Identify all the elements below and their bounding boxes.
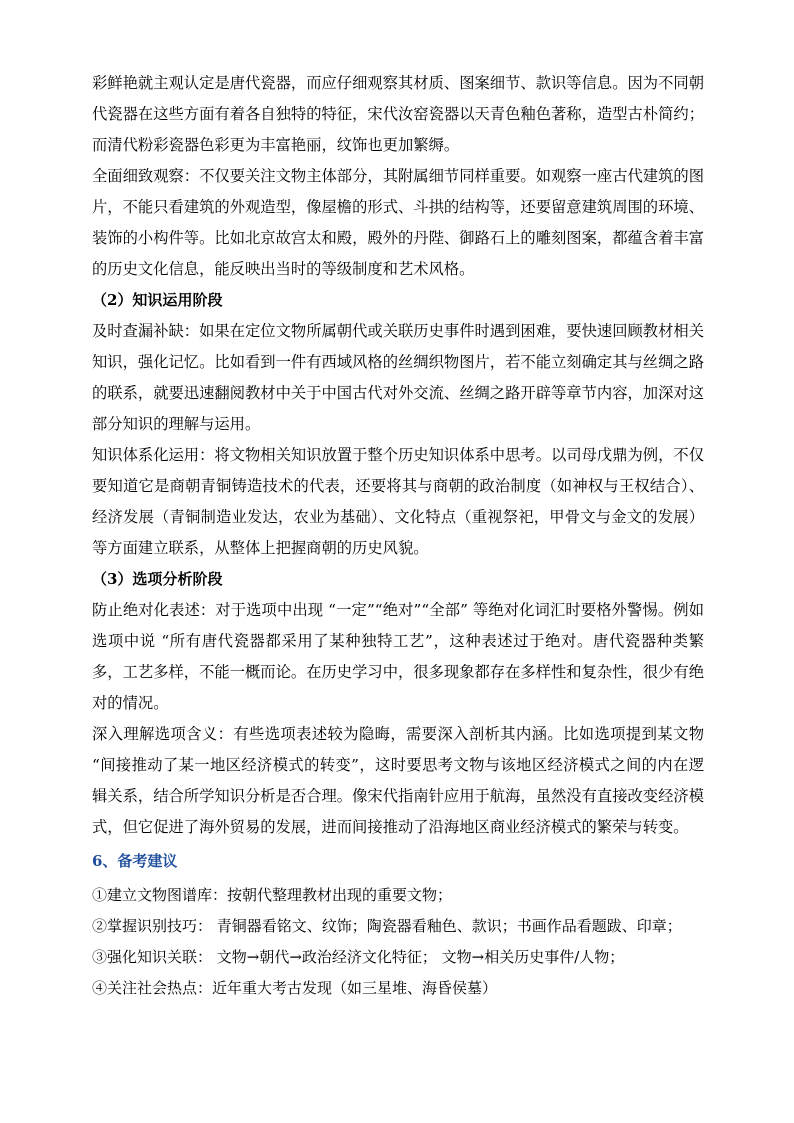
paragraph-comprehensive-observation: 全面细致观察：不仅要关注文物主体部分，其附属细节同样重要。如观察一座古代建筑的图片，不能只看建筑的外观造型，像屋檐的形式、斗拱的结构等，还要留意建筑周围的环境、装饰的小构件等。比如北京故宫太和殿，殿外的丹陛、御路石上的雕刻图案，都蕴含着丰富的历史文化信息，能反映出当时的等级制度和艺术风格。 — [92, 167, 704, 278]
subheading-knowledge-application: （2）知识运用阶段 — [92, 291, 223, 309]
advice-item: ④关注社会热点：近年重大考古发现（如三星堆、海昏侯墓） — [92, 979, 498, 997]
advice-item: ③强化知识关联： 文物→朝代→政治经济文化特征； 文物→相关历史事件/人物； — [92, 948, 625, 966]
advice-item: ②掌握识别技巧： 青铜器看铭文、纹饰；陶瓷器看釉色、款识；书画作品看题跋、印章； — [92, 917, 682, 935]
paragraph-understand-options: 深入理解选项含义：有些选项表述较为隐晦，需要深入剖析其内涵。比如选项提到某文物 “间接推动了某一地区经济模式的转变”，这时要思考文物与该地区经济模式之间的内在逻辑关系，结合所学知识分析是否合理。像宋代指南针应用于航海，虽然没有直接改变经济模式，但它促进了海外贸易的发展，进而间接推动了沿海地区商业经济模式的繁荣与转变。 — [92, 725, 704, 836]
subheading-option-analysis: （3）选项分析阶段 — [92, 570, 223, 588]
advice-item: ①建立文物图谱库：按朝代整理教材出现的重要文物； — [92, 886, 453, 904]
paragraph-fill-gaps: 及时查漏补缺：如果在定位文物所属朝代或关联历史事件时遇到困难，要快速回顾教材相关知识，强化记忆。比如看到一件有西域风格的丝绸织物图片，若不能立刻确定其与丝绸之路的联系，就要迅速翻阅教材中关于中国古代对外交流、丝绸之路开辟等章节内容，加深对这部分知识的理解与运用。 — [92, 322, 704, 433]
paragraph-systematic-knowledge: 知识体系化运用：将文物相关知识放置于整个历史知识体系中思考。以司母戊鼎为例，不仅要知道它是商朝青铜铸造技术的代表，还要将其与商朝的政治制度（如神权与王权结合）、经济发展（青铜制造业发达，农业为基础）、文化特点（重视祭祀，甲骨文与金文的发展）等方面建立联系，从整体上把握商朝的历史风貌。 — [92, 446, 704, 557]
paragraph-porcelain-observation: 彩鲜艳就主观认定是唐代瓷器，而应仔细观察其材质、图案细节、款识等信息。因为不同朝代瓷器在这些方面有着各自独特的特征，宋代汝窑瓷器以天青色釉色著称，造型古朴简约；而清代粉彩瓷器色彩更为丰富艳丽，纹饰也更加繁缛。 — [92, 74, 704, 154]
paragraph-avoid-absolutes: 防止绝对化表述：对于选项中出现 “一定”“绝对”“全部” 等绝对化词汇时要格外警惕。例如选项中说 “所有唐代瓷器都采用了某种独特工艺”，这种表述过于绝对。唐代瓷器种类繁多，工艺多样，不能一概而论。在历史学习中，很多现象都存在多样性和复杂性，很少有绝对的情况。 — [92, 601, 704, 712]
document-page — [92, 68, 704, 1004]
section-heading-exam-advice: 6、备考建议 — [92, 852, 178, 870]
